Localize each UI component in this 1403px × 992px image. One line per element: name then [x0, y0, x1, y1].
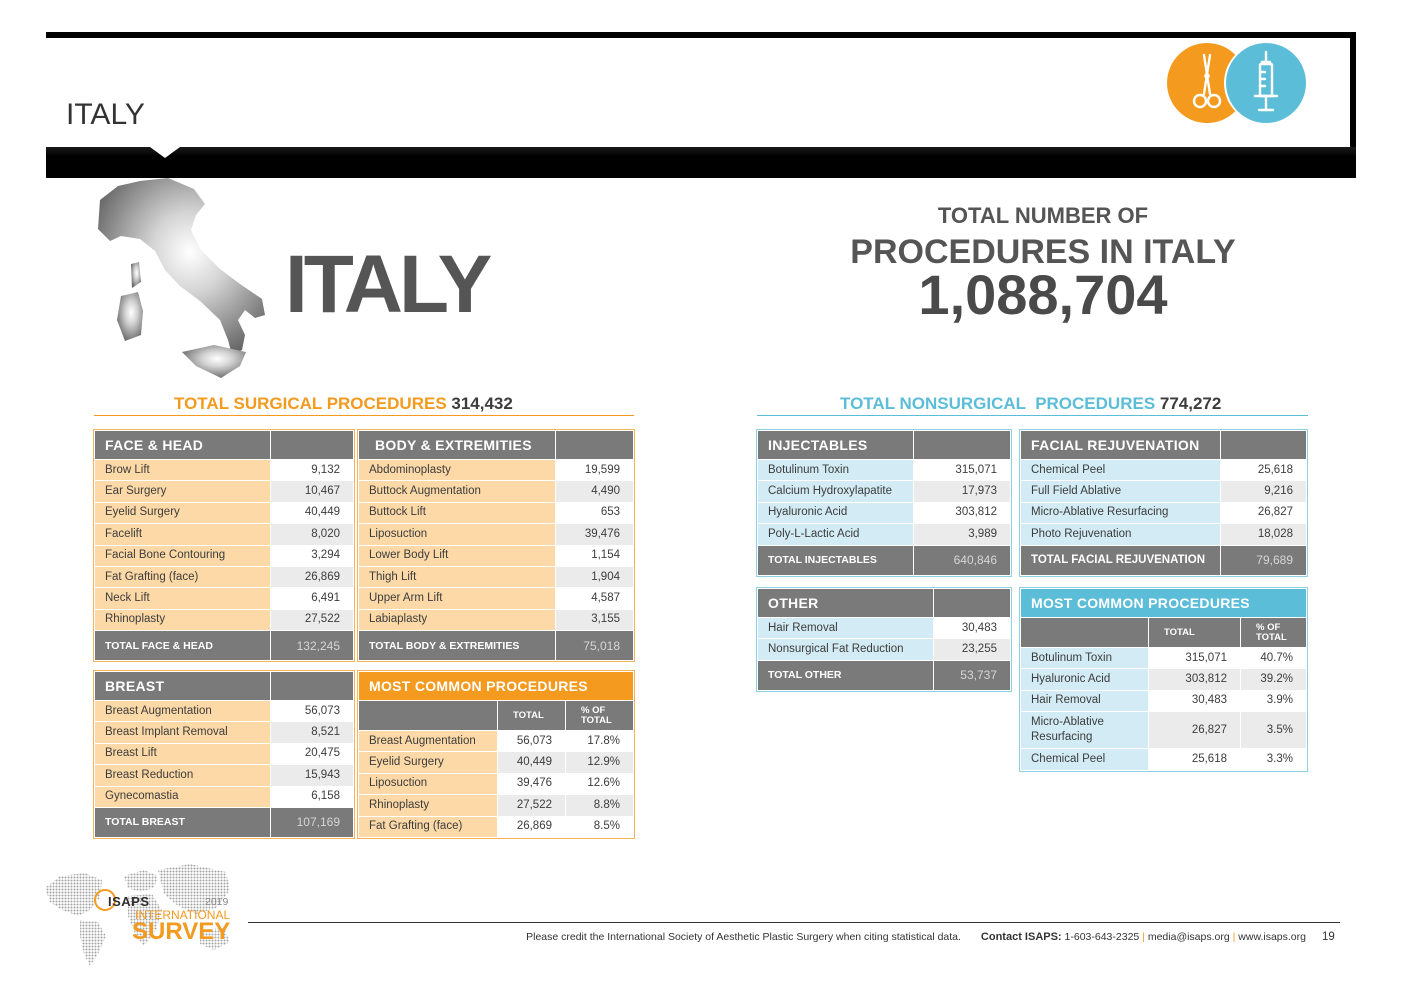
procedure-name: Breast Augmentation — [359, 731, 498, 752]
procedure-percent: 3.5% — [1241, 712, 1307, 749]
procedure-count: 3,155 — [556, 609, 634, 630]
table-row — [758, 524, 1011, 545]
procedure-name: Breast Augmentation — [95, 701, 271, 722]
table-row — [95, 502, 354, 523]
subheader-spacer — [1021, 618, 1149, 648]
procedure-name: Breast Lift — [95, 743, 271, 764]
table-row — [1021, 524, 1307, 545]
survey-year: 2019 — [205, 896, 229, 908]
procedure-name: Liposuction — [359, 773, 498, 794]
procedure-count: 25,618 — [1149, 749, 1241, 770]
facial-rejuvenation-table — [1020, 430, 1307, 576]
face-head-table — [94, 430, 354, 661]
procedure-name: Breast Reduction — [95, 765, 271, 786]
procedure-name: Chemical Peel — [1021, 749, 1149, 770]
table-title: INJECTABLES — [758, 431, 914, 460]
procedure-count: 303,812 — [1149, 669, 1241, 690]
procedure-count: 6,491 — [271, 588, 354, 609]
nonsurgical-total-heading — [840, 394, 1221, 414]
table-row — [95, 701, 354, 722]
procedure-name: Eyelid Surgery — [95, 502, 271, 523]
procedure-percent: 8.8% — [566, 795, 634, 816]
procedure-count: 56,073 — [271, 701, 354, 722]
table-row — [359, 795, 634, 816]
table-title: FACE & HEAD — [95, 431, 271, 460]
nonsurgical-most-common-table — [1020, 588, 1307, 771]
procedure-percent: 8.5% — [566, 816, 634, 837]
other-table — [757, 588, 1011, 691]
procedure-count: 3,294 — [271, 545, 354, 566]
procedure-count: 27,522 — [498, 795, 566, 816]
table-row — [1021, 749, 1307, 770]
table-row — [359, 460, 634, 481]
total-label: TOTAL OTHER — [758, 660, 934, 690]
procedure-count: 17,973 — [914, 481, 1011, 502]
table-title: FACIAL REJUVENATION — [1021, 431, 1221, 460]
header-spacer — [271, 431, 354, 460]
header-frame-top — [46, 32, 1356, 38]
procedure-count: 6,158 — [271, 786, 354, 807]
header-spacer — [934, 589, 1011, 618]
table-row — [359, 609, 634, 630]
table-row — [95, 786, 354, 807]
header-spacer — [1221, 431, 1307, 460]
table-row — [1021, 460, 1307, 481]
table-title: MOST COMMON PROCEDURES — [1021, 589, 1307, 618]
procedure-name: Full Field Ablative — [1021, 481, 1221, 502]
subheader-spacer — [359, 701, 498, 731]
procedure-count: 15,943 — [271, 765, 354, 786]
header-spacer — [271, 672, 354, 701]
procedure-count: 3,989 — [914, 524, 1011, 545]
procedure-name: Fat Grafting (face) — [359, 816, 498, 837]
page-number: 19 — [1322, 931, 1335, 943]
procedure-count: 25,618 — [1221, 460, 1307, 481]
procedure-name: Calcium Hydroxylapatite — [758, 481, 914, 502]
procedure-name: Upper Arm Lift — [359, 588, 556, 609]
table-row — [1021, 712, 1307, 749]
procedure-name: Ear Surgery — [95, 481, 271, 502]
table-row — [1021, 502, 1307, 523]
procedure-name: Hair Removal — [1021, 690, 1149, 711]
procedure-percent: 3.3% — [1241, 749, 1307, 770]
procedure-count: 1,904 — [556, 566, 634, 587]
procedure-name: Micro-Ablative Resurfacing — [1021, 502, 1221, 523]
procedure-name: Buttock Lift — [359, 502, 556, 523]
total-value: 79,689 — [1221, 545, 1307, 575]
procedure-count: 26,827 — [1149, 712, 1241, 749]
total-value: 107,169 — [271, 807, 354, 837]
total-procedures-value: 1,088,704 — [918, 263, 1168, 326]
total-value: 640,846 — [914, 545, 1011, 575]
procedure-name: Hyaluronic Acid — [758, 502, 914, 523]
table-row — [359, 816, 634, 837]
total-label: TOTAL BREAST — [95, 807, 271, 837]
procedure-count: 26,869 — [271, 566, 354, 587]
italy-map — [90, 176, 270, 381]
procedure-count: 19,599 — [556, 460, 634, 481]
table-row — [359, 566, 634, 587]
total-value: 132,245 — [271, 631, 354, 661]
total-heading-line1: TOTAL NUMBER OF — [937, 203, 1149, 228]
procedure-name: Poly-L-Lactic Acid — [758, 524, 914, 545]
table-row — [359, 773, 634, 794]
procedure-count: 9,216 — [1221, 481, 1307, 502]
procedure-count: 40,449 — [498, 752, 566, 773]
nonsurgical-total-value: 774,272 — [1159, 394, 1222, 413]
procedure-name: Abdominoplasty — [359, 460, 556, 481]
total-label: TOTAL BODY & EXTREMITIES — [359, 631, 556, 661]
syringe-icon — [1226, 43, 1306, 123]
injectables-table — [757, 430, 1011, 576]
table-row — [1021, 669, 1307, 690]
procedure-name: Thigh Lift — [359, 566, 556, 587]
procedure-count: 56,073 — [498, 731, 566, 752]
table-row — [95, 765, 354, 786]
procedure-count: 4,587 — [556, 588, 634, 609]
procedure-percent: 39.2% — [1241, 669, 1307, 690]
procedure-count: 1,154 — [556, 545, 634, 566]
procedure-name: Micro-Ablative Resurfacing — [1021, 712, 1149, 749]
nonsurgical-total-label: TOTAL NONSURGICAL PROCEDURES — [840, 394, 1156, 413]
table-row — [95, 545, 354, 566]
procedure-name: Liposuction — [359, 524, 556, 545]
table-row — [359, 545, 634, 566]
percent-header-line1: % OF — [581, 704, 606, 716]
procedure-count: 18,028 — [1221, 524, 1307, 545]
table-row — [758, 502, 1011, 523]
table-row — [1021, 481, 1307, 502]
procedure-count: 315,071 — [1149, 648, 1241, 669]
table-row — [359, 481, 634, 502]
column-header-percent — [1241, 618, 1307, 648]
procedure-count: 26,869 — [498, 816, 566, 837]
table-row — [95, 524, 354, 545]
table-row — [95, 566, 354, 587]
procedure-name: Facial Bone Contouring — [95, 545, 271, 566]
total-label: TOTAL FACIAL REJUVENATION — [1021, 545, 1221, 575]
procedure-count: 39,476 — [498, 773, 566, 794]
credit-note: Please credit the International Society of Aesthetic Plastic Surgery when citing statistical data. — [526, 931, 961, 943]
procedure-name: Gynecomastia — [95, 786, 271, 807]
procedure-count: 303,812 — [914, 502, 1011, 523]
total-value: 53,737 — [934, 660, 1011, 690]
page-title: ITALY — [66, 98, 145, 131]
isaps-logo-text: ISAPS — [108, 894, 150, 909]
procedure-count: 23,255 — [934, 639, 1011, 660]
table-title: BODY & EXTREMITIES — [359, 431, 556, 460]
procedure-percent: 12.9% — [566, 752, 634, 773]
header-frame-right — [1350, 32, 1356, 150]
procedure-count: 10,467 — [271, 481, 354, 502]
surgical-total-heading — [174, 394, 513, 414]
procedure-name: Fat Grafting (face) — [95, 566, 271, 587]
surgical-divider — [94, 415, 634, 416]
procedure-count: 4,490 — [556, 481, 634, 502]
footer-text — [250, 929, 1306, 945]
procedure-count: 8,020 — [271, 524, 354, 545]
procedure-name: Labiaplasty — [359, 609, 556, 630]
procedure-name: Neck Lift — [95, 588, 271, 609]
table-row — [95, 481, 354, 502]
surgical-total-value: 314,432 — [451, 394, 513, 413]
procedure-count: 39,476 — [556, 524, 634, 545]
procedure-count: 9,132 — [271, 460, 354, 481]
procedure-percent: 3.9% — [1241, 690, 1307, 711]
procedure-name: Buttock Augmentation — [359, 481, 556, 502]
contact-phone: 1-603-643-2325 — [1064, 931, 1140, 943]
logo-international: INTERNATIONAL — [135, 908, 231, 922]
table-row — [95, 722, 354, 743]
procedure-name: Breast Implant Removal — [95, 722, 271, 743]
table-row — [758, 639, 1011, 660]
total-label: TOTAL FACE & HEAD — [95, 631, 271, 661]
procedure-count: 653 — [556, 502, 634, 523]
procedure-percent: 17.8% — [566, 731, 634, 752]
procedure-name: Botulinum Toxin — [758, 460, 914, 481]
table-row — [359, 752, 634, 773]
procedure-count: 30,483 — [934, 618, 1011, 639]
procedure-percent: 12.6% — [566, 773, 634, 794]
procedure-percent: 40.7% — [1241, 648, 1307, 669]
procedure-name: Chemical Peel — [1021, 460, 1221, 481]
table-row — [359, 588, 634, 609]
procedure-name: Nonsurgical Fat Reduction — [758, 639, 934, 660]
total-heading-line2: PROCEDURES IN ITALY — [850, 233, 1236, 271]
procedure-name: Rhinoplasty — [359, 795, 498, 816]
procedure-count: 315,071 — [914, 460, 1011, 481]
procedure-count: 20,475 — [271, 743, 354, 764]
procedure-name: Hyaluronic Acid — [1021, 669, 1149, 690]
contact-label: Contact ISAPS: — [980, 931, 1062, 943]
table-row — [95, 588, 354, 609]
column-header-percent — [566, 701, 634, 731]
procedure-count: 26,827 — [1221, 502, 1307, 523]
nonsurgical-divider — [757, 415, 1308, 416]
procedure-count: 27,522 — [271, 609, 354, 630]
procedure-name: Lower Body Lift — [359, 545, 556, 566]
procedure-count: 8,521 — [271, 722, 354, 743]
total-label: TOTAL INJECTABLES — [758, 545, 914, 575]
procedure-name: Hair Removal — [758, 618, 934, 639]
table-row — [359, 502, 634, 523]
footer-divider — [248, 922, 1340, 923]
logo-survey: SURVEY — [132, 918, 231, 945]
table-row — [95, 460, 354, 481]
breast-table — [94, 671, 354, 838]
hero-country-name: ITALY — [285, 239, 489, 330]
table-row — [359, 731, 634, 752]
procedure-name: Facelift — [95, 524, 271, 545]
procedure-count: 30,483 — [1149, 690, 1241, 711]
table-title: MOST COMMON PROCEDURES — [359, 672, 634, 701]
header-notch — [150, 147, 180, 158]
procedure-count: 40,449 — [271, 502, 354, 523]
table-row — [95, 609, 354, 630]
separator: | — [1142, 931, 1145, 943]
header-spacer — [556, 431, 634, 460]
header-spacer — [914, 431, 1011, 460]
table-row — [359, 524, 634, 545]
contact-email[interactable]: media@isaps.org — [1147, 931, 1230, 943]
header-band — [46, 147, 1356, 178]
table-row — [758, 460, 1011, 481]
percent-header-line2: TOTAL — [581, 714, 612, 726]
total-value: 75,018 — [556, 631, 634, 661]
table-row — [1021, 690, 1307, 711]
procedure-name: Botulinum Toxin — [1021, 648, 1149, 669]
table-row — [1021, 648, 1307, 669]
procedure-name: Photo Rejuvenation — [1021, 524, 1221, 545]
table-title: BREAST — [95, 672, 271, 701]
body-extremities-table — [358, 430, 634, 661]
column-header-total: TOTAL — [498, 701, 566, 731]
separator: | — [1232, 931, 1236, 943]
column-header-total: TOTAL — [1149, 618, 1241, 648]
procedure-name: Rhinoplasty — [95, 609, 271, 630]
table-row — [758, 481, 1011, 502]
table-row — [95, 743, 354, 764]
percent-header-line1: % OF — [1256, 621, 1281, 633]
surgical-most-common-table — [358, 671, 634, 838]
procedure-name: Brow Lift — [95, 460, 271, 481]
surgical-total-label: TOTAL SURGICAL PROCEDURES — [174, 394, 447, 413]
percent-header-line2: TOTAL — [1256, 631, 1287, 643]
procedure-name: Eyelid Surgery — [359, 752, 498, 773]
table-row — [758, 618, 1011, 639]
table-title: OTHER — [758, 589, 934, 618]
contact-website[interactable]: www.isaps.org — [1238, 931, 1306, 943]
